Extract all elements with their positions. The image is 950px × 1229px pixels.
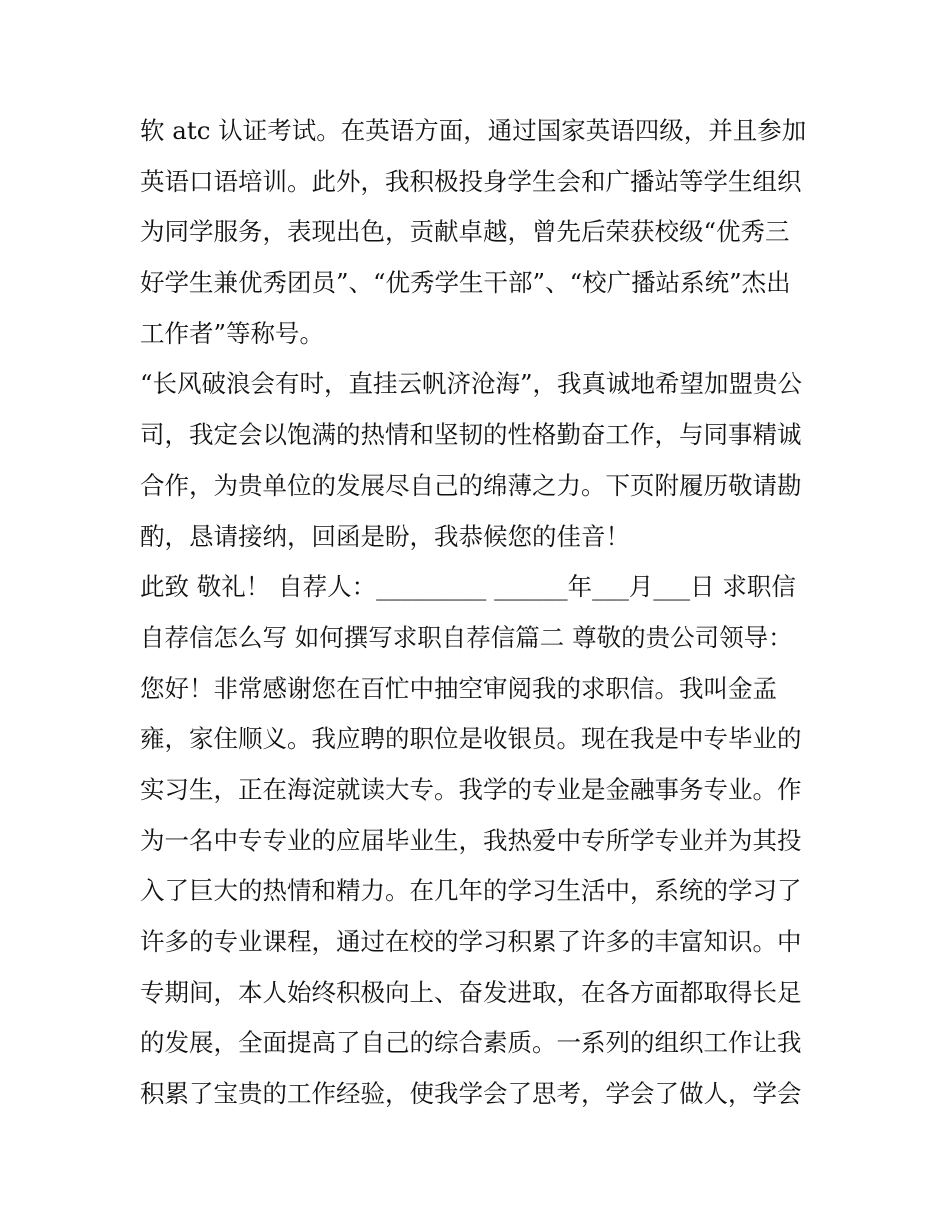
- text-line: 雍，家住顺义。我应聘的职位是收银员。现在我是中专毕业的: [140, 724, 802, 754]
- text-line: 酌，恳请接纳，回函是盼，我恭候您的佳音！: [140, 521, 630, 551]
- text-line: “长风破浪会有时，直挂云帆济沧海”，我真诚地希望加盟贵公: [140, 369, 803, 399]
- text-line: 司，我定会以饱满的热情和坚韧的性格勤奋工作，与同事精诚: [140, 420, 802, 450]
- text-line: 英语口语培训。此外，我积极投身学生会和广播站等学生组织: [140, 166, 802, 196]
- text-line: 实习生，正在海淀就读大专。我学的专业是金融事务专业。作: [140, 774, 802, 804]
- text-line: 许多的专业课程，通过在校的学习积累了许多的丰富知识。中: [140, 927, 802, 956]
- text-line: 积累了宝贵的工作经验，使我学会了思考，学会了做人，学会: [140, 1079, 802, 1109]
- text-line: 的发展，全面提高了自己的综合素质。一系列的组织工作让我: [140, 1028, 802, 1058]
- text-line: 软 atc 认证考试。在英语方面，通过国家英语四级，并且参加: [140, 116, 807, 145]
- text-line: 您好！非常感谢您在百忙中抽空审阅我的求职信。我叫金孟: [140, 673, 777, 703]
- text-line: 合作，为贵单位的发展尽自己的绵薄之力。下页附履历敬请勘: [140, 470, 802, 500]
- text-line: 自荐信怎么写 如何撰写求职自荐信篇二 尊敬的贵公司领导：: [140, 622, 793, 652]
- text-line: 为同学服务，表现出色，贡献卓越，曾先后荣获校级“优秀三: [140, 217, 790, 247]
- text-line: 工作者”等称号。: [140, 318, 325, 348]
- text-line: 此致 敬礼！ 自荐人：_________ ______年___月___日 求职信: [140, 572, 796, 602]
- text-line: 好学生兼优秀团员”、“优秀学生干部”、“校广播站系统”杰出: [140, 268, 791, 298]
- body-text: [140, 106, 820, 1120]
- text-line: 为一名中专专业的应届毕业生，我热爱中专所学专业并为其投: [140, 825, 802, 855]
- text-line: 入了巨大的热情和精力。在几年的学习生活中，系统的学习了: [140, 876, 802, 906]
- text-line: 专期间，本人始终积极向上、奋发进取，在各方面都取得长足: [140, 977, 802, 1007]
